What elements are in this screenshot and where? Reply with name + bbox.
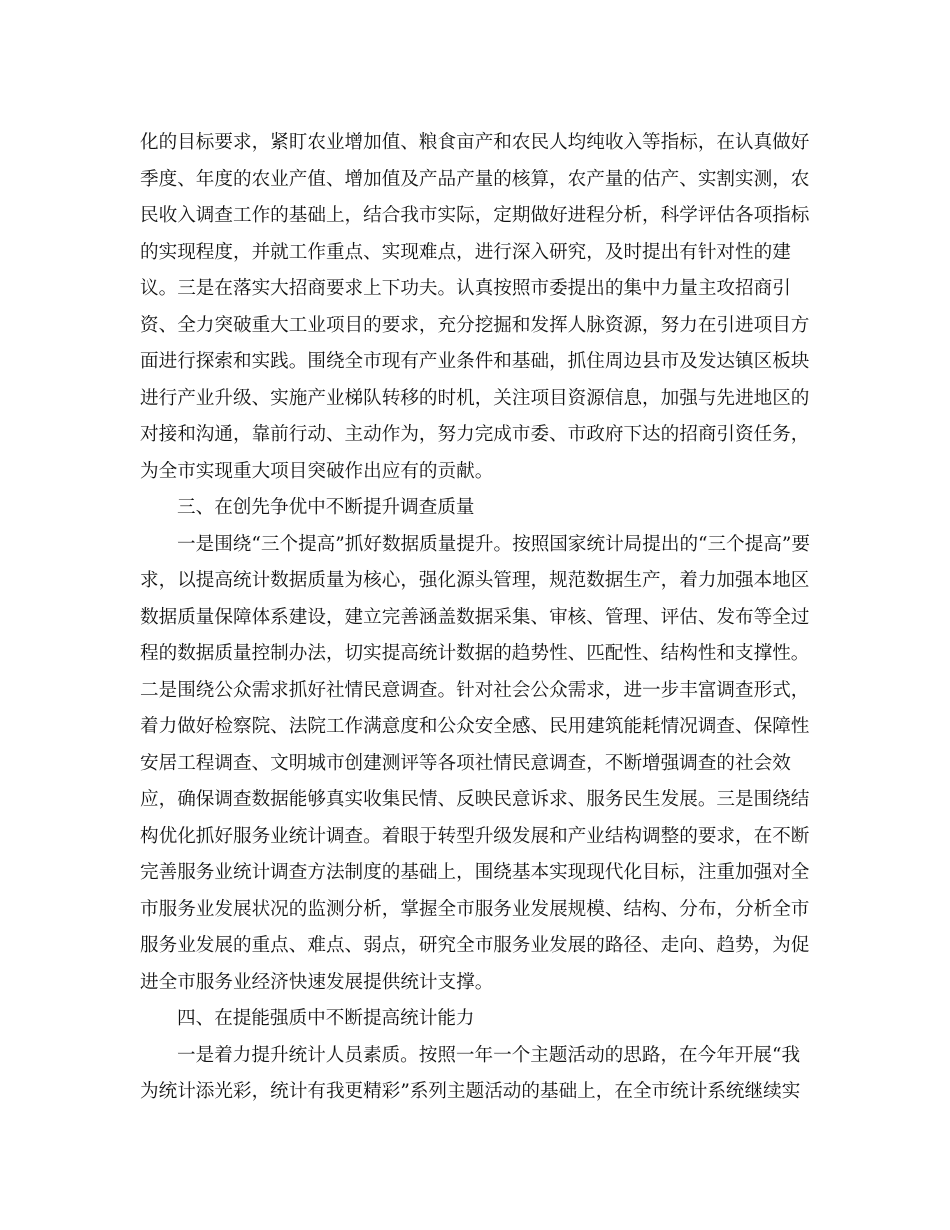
text-line: 安居工程调查、文明城市创建测评等各项社情民意调查，不断增强调查的社会效 xyxy=(140,752,791,774)
document-body xyxy=(140,125,812,1111)
text-line: 一是围绕“三个提高”抓好数据质量提升。按照国家统计局提出的“三个提高”要 xyxy=(177,533,811,555)
text-line: 进行产业升级、实施产业梯队转移的时机，关注项目资源信息，加强与先进地区的 xyxy=(140,387,810,409)
text-line: 为统计添光彩，统计有我更精彩”系列主题活动的基础上，在全市统计系统继续实 xyxy=(140,1081,801,1102)
text-line: 资、全力突破重大工业项目的要求，充分挖掘和发挥人脉资源，努力在引进项目方 xyxy=(140,314,810,336)
text-line: 二是围绕公众需求抓好社情民意调查。针对社会公众需求，进一步丰富调查形式， xyxy=(140,679,810,701)
text-line: 化的目标要求，紧盯农业增加值、粮食亩产和农民人均纯收入等指标，在认真做好 xyxy=(140,132,810,153)
text-line: 一是着力提升统计人员素质。按照一年一个主题活动的思路，在今年开展“我 xyxy=(177,1044,801,1066)
text-line: 着力做好检察院、法院工作满意度和公众安全感、民用建筑能耗情况调查、保障性 xyxy=(140,716,810,737)
text-line: 应，确保调查数据能够真实收集民情、反映民意诉求、服务民生发展。三是围绕结 xyxy=(140,789,810,810)
text-line: 议。三是在落实大招商要求上下功夫。认真按照市委提出的集中力量主攻招商引 xyxy=(140,278,791,299)
text-line: 为全市实现重大项目突破作出应有的贡献。 xyxy=(140,460,494,482)
text-line: 进全市服务业经济快速发展提供统计支撑。 xyxy=(140,971,494,993)
text-line: 民收入调查工作的基础上，结合我市实际，定期做好进程分析，科学评估各项指标 xyxy=(140,205,810,226)
text-line: 面进行探索和实践。围绕全市现有产业条件和基础，抓住周边县市及发达镇区板块 xyxy=(140,351,810,372)
text-line: 构优化抓好服务业统计调查。着眼于转型升级发展和产业结构调整的要求，在不断 xyxy=(140,825,810,847)
text-line: 季度、年度的农业产值、增加值及产品产量的核算，农产量的估产、实割实测，农 xyxy=(140,168,810,190)
text-line: 服务业发展的重点、难点、弱点，研究全市服务业发展的路径、走向、趋势，为促 xyxy=(140,935,810,956)
text-line: 数据质量保障体系建设，建立完善涵盖数据采集、审核、管理、评估、发布等全过 xyxy=(140,606,810,628)
text-line: 完善服务业统计调查方法制度的基础上，围绕基本实现现代化目标，注重加强对全 xyxy=(140,862,810,883)
text-line: 市服务业发展状况的监测分析，掌握全市服务业发展规模、结构、分布，分析全市 xyxy=(140,898,810,920)
text-line: 的实现程度，并就工作重点、实现难点，进行深入研究，及时提出有针对性的建 xyxy=(140,241,791,263)
text-line: 对接和沟通，靠前行动、主动作为，努力完成市委、市政府下达的招商引资任务， xyxy=(140,424,810,445)
text-line: 程的数据质量控制办法，切实提高统计数据的趋势性、匹配性、结构性和支撑性。 xyxy=(140,643,810,664)
text-line: 求，以提高统计数据质量为核心，强化源头管理，规范数据生产，着力加强本地区 xyxy=(140,570,810,591)
text-line: 三、在创先争优中不断提升调查质量 xyxy=(177,497,475,518)
text-line: 四、在提能强质中不断提高统计能力 xyxy=(177,1008,475,1029)
